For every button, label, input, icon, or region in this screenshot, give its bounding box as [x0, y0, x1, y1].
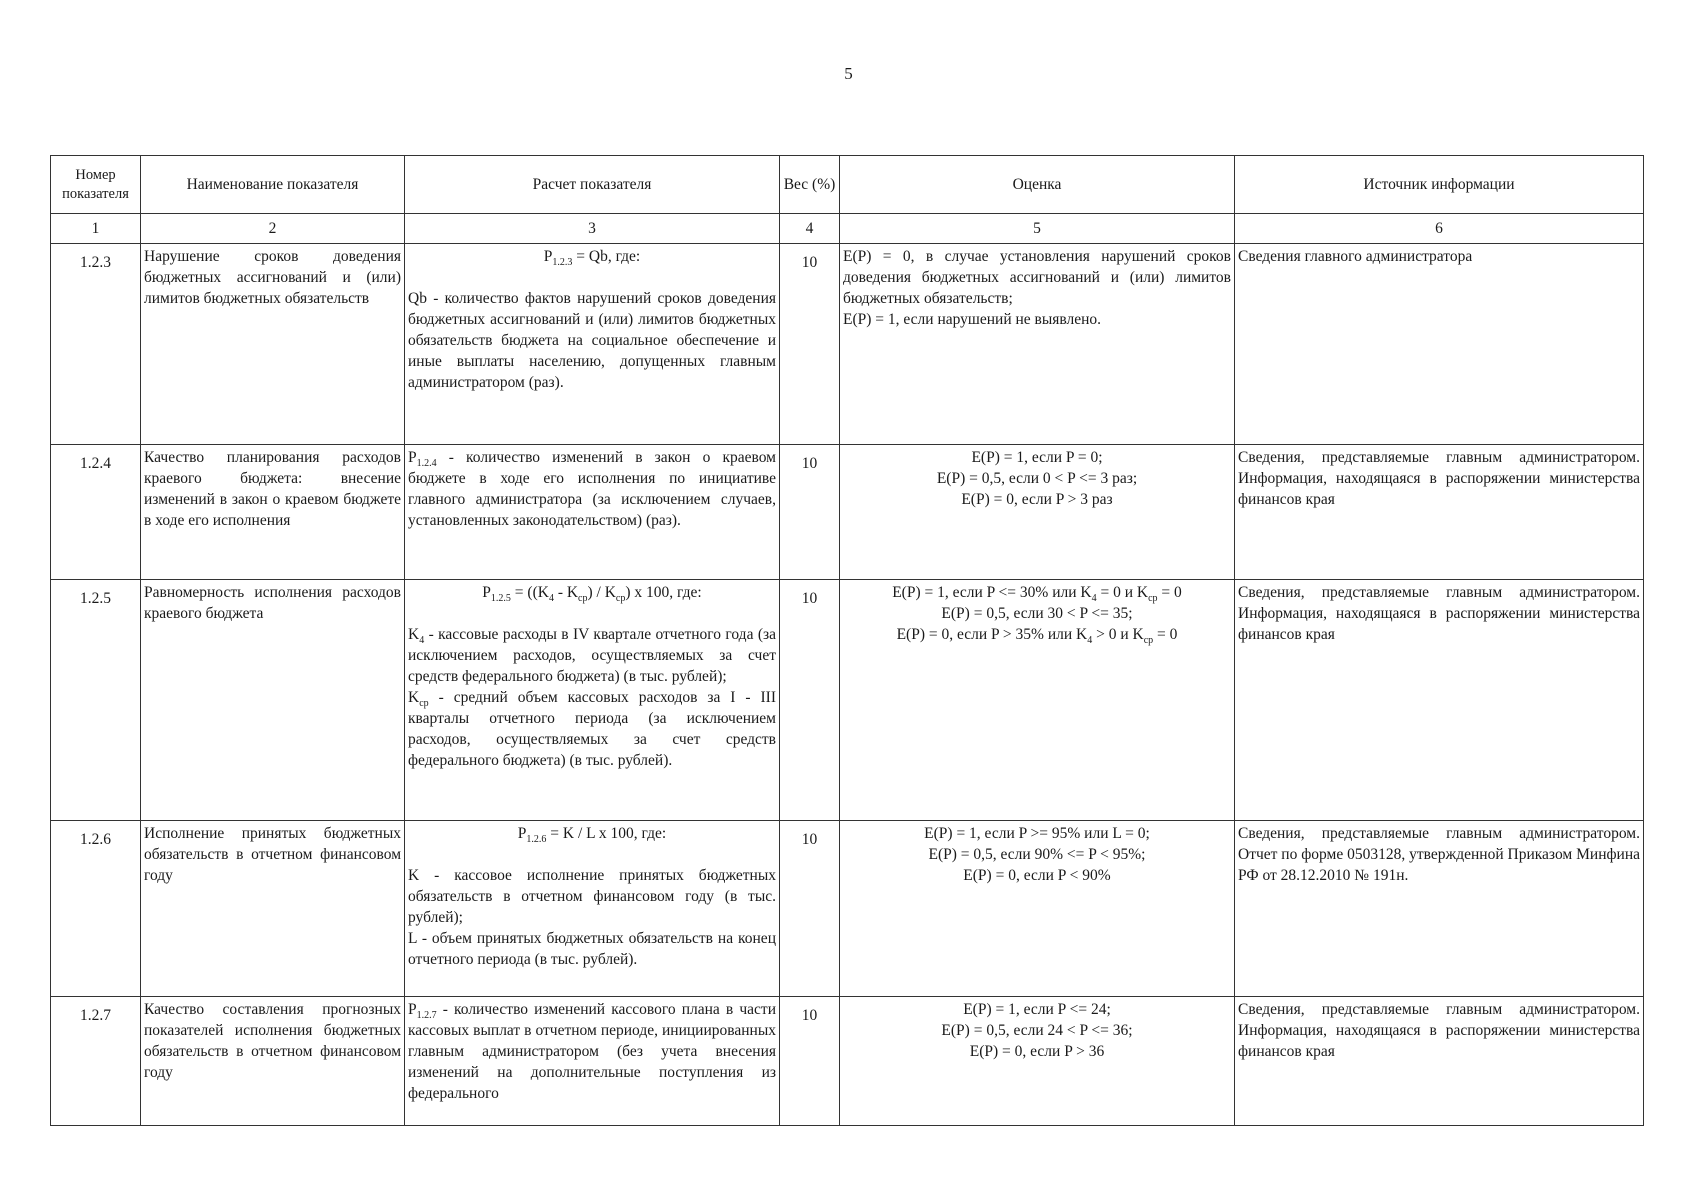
indicator-calc: [405, 580, 780, 821]
column-numbers-row: [51, 214, 1644, 244]
indicators-table-container: [50, 155, 1644, 1126]
indicator-calc: [405, 244, 780, 445]
header-row: [51, 156, 1644, 214]
calc-formula: $P_{1.2.3} = Qb$, где:: [543, 248, 641, 269]
header-evaluation: Оценка: [840, 156, 1235, 214]
header-number: Номер показателя: [51, 156, 141, 214]
calc-formula: $P_{1.2.6} = K / L$ x 100, где:: [517, 825, 667, 846]
indicator-evaluation: E(P) = 0, в случае установления нарушений сроков доведения бюджетных ассигнований и (или) лимитов бюджетных обязательств; E(P) = 1, если нарушений не выявлено.: [840, 244, 1235, 445]
calc-k4-description: $K_4$ - кассовые расходы в IV квартале отчетного года (за исключением расходов, осуществляемых за счет средств федерального бюджета) (в тыс. рублей);: [408, 626, 776, 685]
indicator-source: Сведения, представляемые главным администратором. Информация, находящаяся в распоряжении министерства финансов края: [1235, 997, 1644, 1126]
indicator-weight: 10: [780, 580, 840, 821]
column-number: 4: [780, 214, 840, 244]
column-number: 5: [840, 214, 1235, 244]
indicator-evaluation: E(P) = 1, если P <= 24; E(P) = 0,5, если 24 < P <= 36; E(P) = 0, если P > 36: [840, 997, 1235, 1126]
indicator-name: Равномерность исполнения расходов краевого бюджета: [141, 580, 405, 821]
indicator-weight: 10: [780, 445, 840, 580]
indicator-name: Нарушение сроков доведения бюджетных ассигнований и (или) лимитов бюджетных обязательств: [141, 244, 405, 445]
indicator-number: 1.2.3: [51, 244, 141, 445]
indicator-number: 1.2.7: [51, 997, 141, 1126]
calc-l-description: L - объем принятых бюджетных обязательств на конец отчетного периода (в тыс. рублей).: [408, 930, 776, 968]
header-source: Источник информации: [1235, 156, 1644, 214]
table-row: [51, 244, 1644, 445]
calc-description: Qb - количество фактов нарушений сроков доведения бюджетных ассигнований и (или) лимитов бюджетных обязательств бюджета на социальное обеспечение и иные выплаты населению, допущенных главным администратором (раз).: [408, 290, 776, 391]
indicator-number: 1.2.5: [51, 580, 141, 821]
indicator-weight: 10: [780, 244, 840, 445]
indicator-name: Качество составления прогнозных показателей исполнения бюджетных обязательств в отчетном финансовом году: [141, 997, 405, 1126]
column-number: 3: [405, 214, 780, 244]
table-row: [51, 997, 1644, 1126]
indicator-evaluation: E(P) = 1, если P >= 95% или L = 0; E(P) = 0,5, если 90% <= P < 95%; E(P) = 0, если P < 90%: [840, 821, 1235, 997]
indicator-source: Сведения, представляемые главным администратором. Информация, находящаяся в распоряжении министерства финансов края: [1235, 580, 1644, 821]
indicator-name: Качество планирования расходов краевого бюджета: внесение изменений в закон о краевом бюджете в ходе его исполнения: [141, 445, 405, 580]
column-number: 6: [1235, 214, 1644, 244]
header-calc: Расчет показателя: [405, 156, 780, 214]
indicator-calc: $P_{1.2.4}$ - количество изменений в закон о краевом бюджете в ходе его исполнения по инициативе главного администратора (за исключением случаев, установленных законодательством) (раз).: [405, 445, 780, 580]
calc-formula: $P_{1.2.5} = ((K_4 - K_{ср}) / K_{ср})$ x 100, где:: [482, 584, 702, 605]
indicator-name: Исполнение принятых бюджетных обязательств в отчетном финансовом году: [141, 821, 405, 997]
indicator-calc: [405, 821, 780, 997]
indicator-evaluation: E(P) = 1, если P = 0; E(P) = 0,5, если 0 < P <= 3 раз; E(P) = 0, если P > 3 раз: [840, 445, 1235, 580]
table-row: [51, 580, 1644, 821]
header-weight: Вес (%): [780, 156, 840, 214]
header-name: Наименование показателя: [141, 156, 405, 214]
calc-k-description: K - кассовое исполнение принятых бюджетных обязательств в отчетном финансовом году (в тыс. рублей);: [408, 867, 776, 926]
indicator-number: 1.2.4: [51, 445, 141, 580]
calc-kcp-description: $K_{ср}$ - средний объем кассовых расходов за I - III кварталы отчетного периода (за исключением расходов, осуществляемых за счет средств федерального бюджета) (в тыс. рублей).: [408, 689, 776, 769]
indicator-calc: $P_{1.2.7}$ - количество изменений кассового плана в части кассовых выплат в отчетном периоде, инициированных главным администратором (без учета внесения изменений на дополнительные поступления из федерального: [405, 997, 780, 1126]
indicator-weight: 10: [780, 997, 840, 1126]
indicator-source: Сведения главного администратора: [1235, 244, 1644, 445]
table-row: [51, 445, 1644, 580]
table-row: [51, 821, 1644, 997]
indicator-source: Сведения, представляемые главным администратором. Информация, находящаяся в распоряжении министерства финансов края: [1235, 445, 1644, 580]
column-number: 2: [141, 214, 405, 244]
indicator-number: 1.2.6: [51, 821, 141, 997]
indicator-weight: 10: [780, 821, 840, 997]
page-number: 5: [844, 64, 853, 83]
indicator-source: Сведения, представляемые главным администратором. Отчет по форме 0503128, утвержденной Приказом Минфина РФ от 28.12.2010 № 191н.: [1235, 821, 1644, 997]
indicators-table: [50, 155, 1644, 1126]
column-number: 1: [51, 214, 141, 244]
indicator-evaluation: E(P) = 1, если P <= 30% или $K_4 = 0$ и $K_{ср} = 0$ E(P) = 0,5, если 30 < P <= 35; E(P) = 0, если P > 35% или $K_4 > 0$ и $K_{ср} = 0$: [840, 580, 1235, 821]
